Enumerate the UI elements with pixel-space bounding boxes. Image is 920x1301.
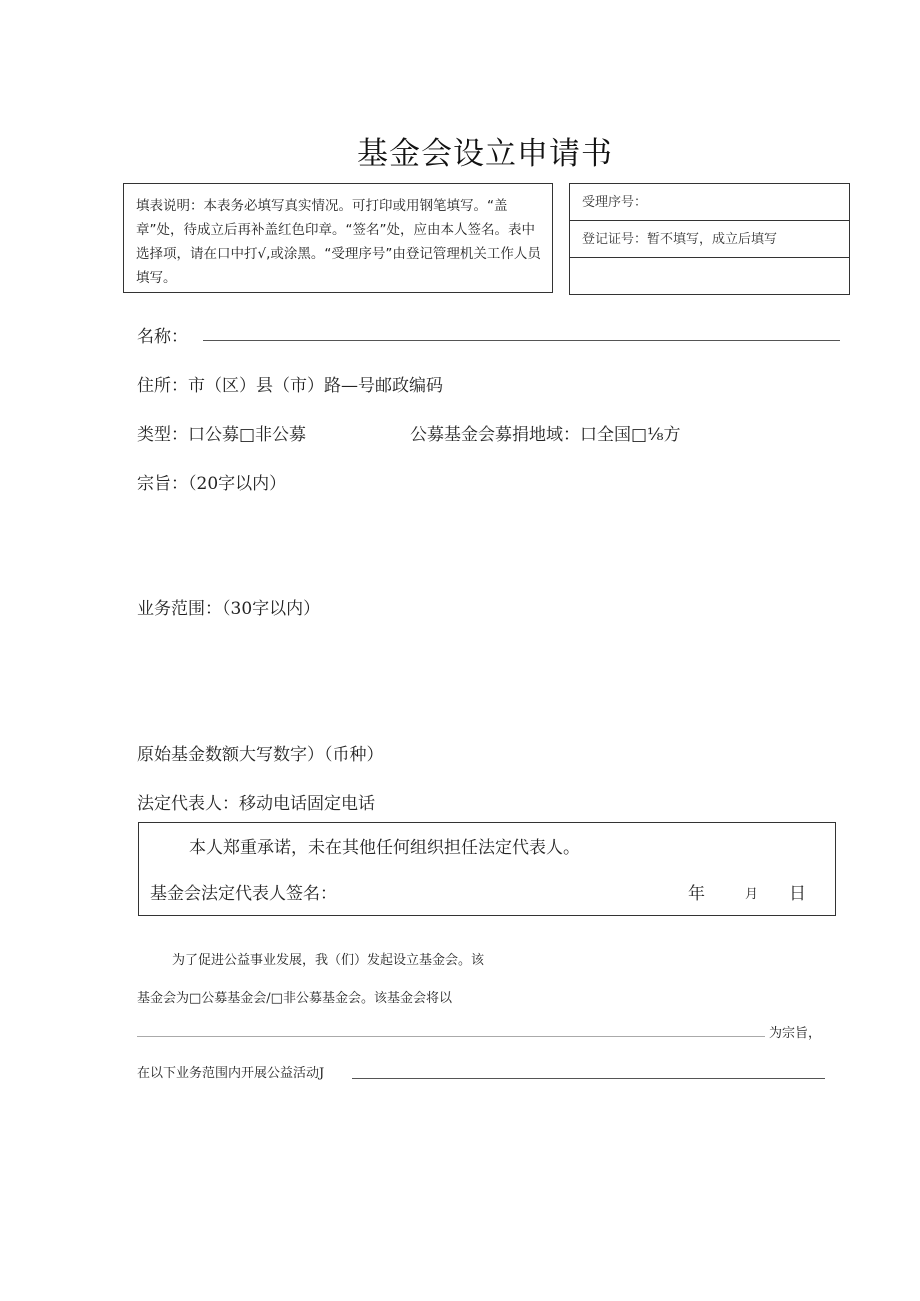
registration-number-field: 登记证号：暂不填写，成立后填写 xyxy=(570,221,849,258)
signature-label: 基金会法定代表人签名： xyxy=(150,884,337,904)
page-title: 基金会设立申请书 xyxy=(357,136,613,172)
type-options[interactable]: 类型：口公募□非公募 xyxy=(137,425,307,445)
declaration-line-1: 为了促进公益事业发展，我（们）发起设立基金会。该 xyxy=(172,953,485,968)
business-scope-field[interactable]: 业务范围：（30字以内） xyxy=(137,599,321,619)
year-label: 年 xyxy=(688,884,705,904)
legal-representative-field[interactable]: 法定代表人：移动电话固定电话 xyxy=(137,794,375,814)
pledge-statement: 本人郑重承诺，未在其他任何组织担任法定代表人。 xyxy=(189,838,580,858)
original-fund-field[interactable]: 原始基金数额大写数字）（币种） xyxy=(137,745,384,765)
purpose-input-line[interactable] xyxy=(137,1036,765,1037)
declaration-line-4: 在以下业务范围内开展公益活动J xyxy=(137,1066,325,1081)
scope-input-line[interactable] xyxy=(352,1078,825,1079)
acceptance-number-field[interactable]: 受理序号： xyxy=(570,184,849,221)
registry-blank-row xyxy=(570,258,849,294)
registry-box xyxy=(569,183,850,295)
address-field[interactable]: 住所：市（区）县（市）路—号邮政编码 xyxy=(137,376,443,396)
fundraising-region-options[interactable]: 公募基金会募捐地域：口全国□⅛方 xyxy=(410,425,681,445)
name-label: 名称： xyxy=(137,327,188,347)
purpose-field[interactable]: 宗旨：（20字以内） xyxy=(137,474,287,494)
month-label: 月 xyxy=(745,887,759,902)
name-input-line[interactable] xyxy=(203,340,840,341)
declaration-line-3-end: 为宗旨， xyxy=(769,1026,822,1041)
declaration-line-2: 基金会为□公募基金会/□非公募基金会。该基金会将以 xyxy=(137,991,452,1006)
instructions-box: 填表说明：本表务必填写真实情况。可打印或用钢笔填写。“盖章”处，待成立后再补盖红色印章。“签名”处，应由本人签名。表中选择项，请在口中打√,或涂黑。“受理序号”由登记管理机关工作人员填写。 xyxy=(123,183,553,293)
day-label: 日 xyxy=(789,884,806,904)
